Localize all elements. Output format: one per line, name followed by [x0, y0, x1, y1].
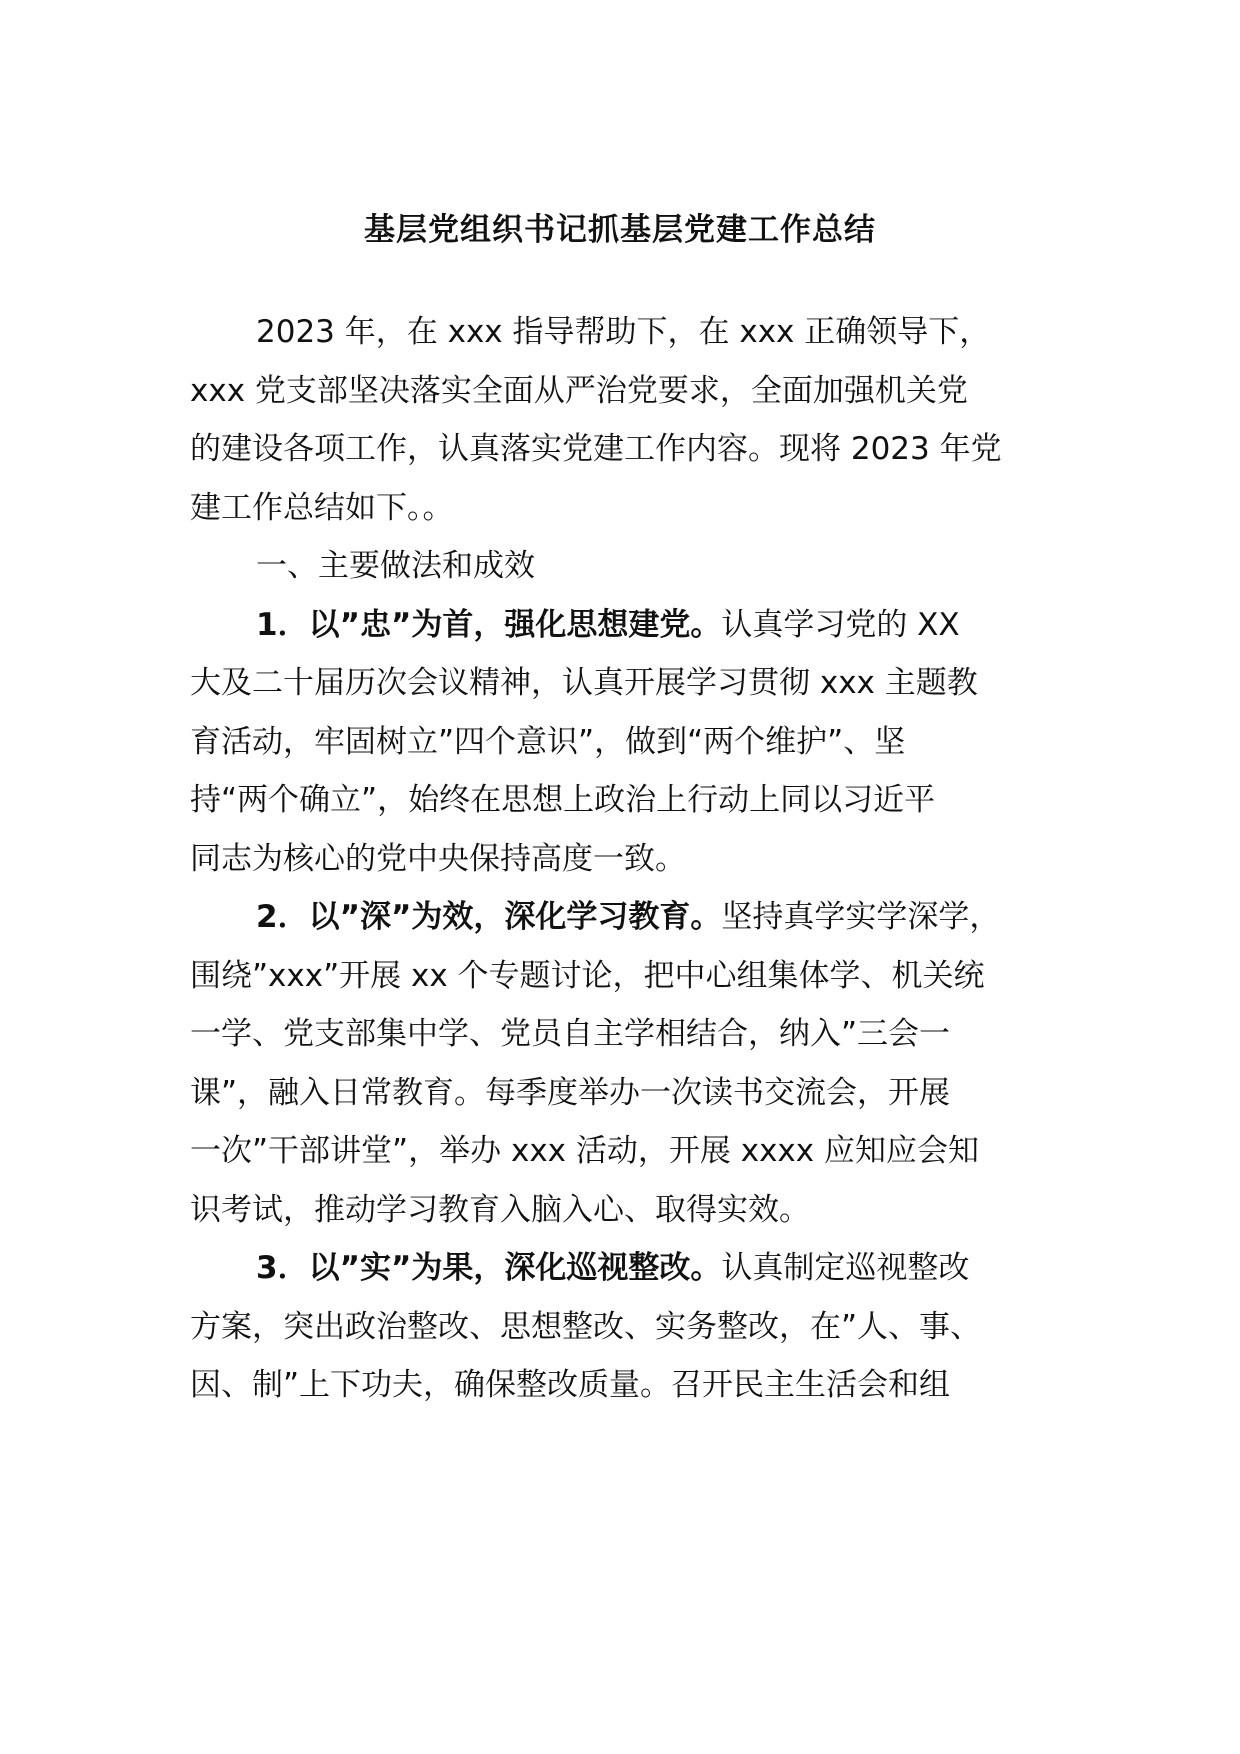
- paragraph-line: 方案，突出政治整改、思想整改、实务整改，在”人、事、: [190, 1309, 982, 1345]
- item-lead: 2．以”深”为效，深化学习教育。: [256, 899, 722, 935]
- paragraph-line: 识考试，推动学习教育入脑入心、取得实效。: [190, 1192, 810, 1228]
- section-heading: 一、主要做法和成效: [256, 548, 535, 584]
- paragraph-line: 建工作总结如下。。: [190, 490, 454, 526]
- paragraph-line: 的建设各项工作，认真落实党建工作内容。现将 2023 年党: [190, 431, 1002, 467]
- item-text: 坚持真学实学深学，: [721, 899, 1001, 935]
- paragraph-line: 持“两个确立”，始终在思想上政治上行动上同以习近平: [190, 782, 936, 818]
- item-text: 认真制定巡视整改: [721, 1250, 970, 1286]
- paragraph-line: 课”，融入日常教育。每季度举办一次读书交流会，开展: [190, 1075, 951, 1111]
- document-title: 基层党组织书记抓基层党建工作总结: [364, 212, 876, 248]
- paragraph-line: 围绕”xxx”开展 xx 个专题讨论，把中心组集体学、机关统: [190, 958, 985, 994]
- paragraph-line: 一次”干部讲堂”，举办 xxx 活动，开展 xxxx 应知应会知: [190, 1133, 979, 1169]
- paragraph-line: [256, 603, 960, 647]
- item-text: 认真学习党的 XX: [721, 607, 960, 643]
- paragraph-line: xxx 党支部坚决落实全面从严治党要求，全面加强机关党: [190, 373, 968, 409]
- paragraph-line: 2023 年，在 xxx 指导帮助下，在 xxx 正确领导下，: [256, 314, 991, 350]
- paragraph-line: 育活动，牢固树立”四个意识”，做到“两个维护”、坚: [190, 724, 906, 760]
- paragraph-line: 一学、党支部集中学、党员自主学相结合，纳入”三会一: [190, 1016, 951, 1052]
- item-lead: 3．以”实”为果，深化巡视整改。: [256, 1250, 722, 1286]
- paragraph-line: [256, 895, 1000, 939]
- paragraph-line: [256, 1246, 969, 1290]
- paragraph-line: 大及二十届历次会议精神，认真开展学习贯彻 xxx 主题教: [190, 665, 978, 701]
- paragraph-line: 因、制”上下功夫，确保整改质量。召开民主生活会和组: [190, 1367, 951, 1403]
- paragraph-line: 同志为核心的党中央保持高度一致。: [190, 841, 686, 877]
- item-lead: 1．以”忠”为首，强化思想建党。: [256, 607, 722, 643]
